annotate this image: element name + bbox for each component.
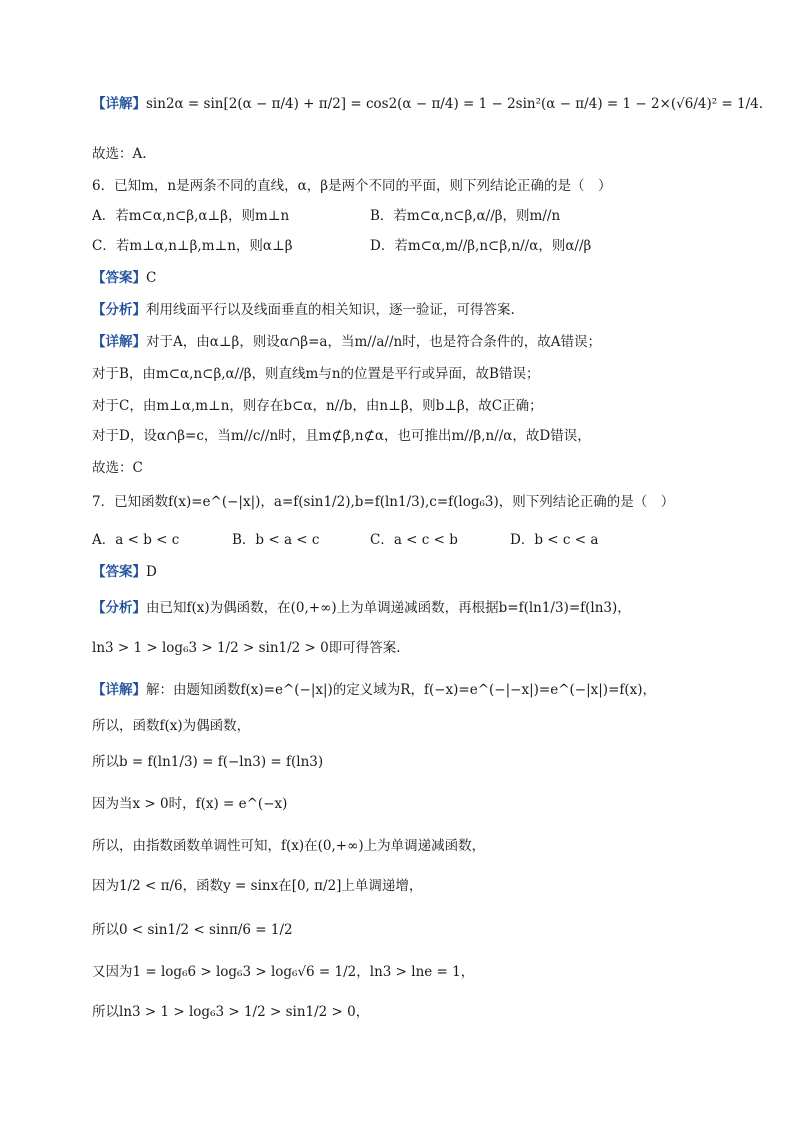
q6-option-a: A．若m⊂α,n⊂β,α⊥β，则m⊥n — [92, 208, 290, 224]
section-tag: 【详解】 — [92, 682, 146, 698]
section-tag: 【详解】 — [92, 96, 146, 112]
q7-detail-positive: 因为当x > 0时，f(x) = e^(−x) — [92, 796, 288, 812]
q6-choice: 故选：C — [92, 460, 143, 476]
section-text: 解：由题知函数f(x)=e^(−|x|)的定义域为R，f(−x)=e^(−|−x|)=e^(−|x|)=f(x)， — [146, 682, 657, 698]
q6-option-b: B．若m⊂α,n⊂β,α//β，则m//n — [370, 208, 561, 224]
section-tag: 【详解】 — [92, 334, 146, 350]
question-7: 7．已知函数f(x)=e^(−|x|)，a=f(sin1/2),b=f(ln1/3),c=f(log₆3)，则下列结论正确的是（ ） — [92, 494, 675, 510]
q7-detail-bound: 所以0 < sin1/2 < sinπ/6 = 1/2 — [92, 922, 293, 938]
section-tag: 【答案】 — [92, 270, 146, 286]
q7-analysis-cont: ln3 > 1 > log₆3 > 1/2 > sin1/2 > 0即可得答案. — [92, 640, 401, 656]
q7-detail-even: 所以，函数f(x)为偶函数， — [92, 718, 251, 734]
section-text: 利用线面平行以及线面垂直的相关知识，逐一验证，可得答案. — [146, 302, 515, 318]
q7-detail-monotone: 所以，由指数函数单调性可知，f(x)在(0,+∞)上为单调递减函数， — [92, 838, 486, 854]
q7-option-c: C．a < c < b — [370, 532, 458, 548]
q7-option-d: D．b < c < a — [510, 532, 599, 548]
q7-detail-conclusion: 所以ln3 > 1 > log₆3 > 1/2 > sin1/2 > 0， — [92, 1004, 370, 1020]
q6-detail-d: 对于D，设α∩β=c，当m//c//n时，且m⊄β,n⊄α，也可推出m//β,n//α，故D错误， — [92, 428, 591, 444]
q6-answer — [92, 268, 734, 288]
section-text: 由已知f(x)为偶函数，在(0,+∞)上为单调递减函数，再根据b=f(ln1/3)=f(ln3)， — [146, 600, 631, 616]
q7-option-a: A．a < b < c — [92, 532, 180, 548]
section-text: D — [146, 564, 157, 580]
q7-detail-log: 又因为1 = log₆6 > log₆3 > log₆√6 = 1/2，ln3 > lne = 1， — [92, 964, 475, 980]
section-text: C — [146, 270, 157, 286]
q6-option-d: D．若m⊂α,m//β,n⊂β,n//α，则α//β — [370, 238, 592, 254]
q6-analysis — [92, 300, 734, 320]
q7-detail-intro — [92, 680, 734, 700]
q6-option-c: C．若m⊥α,n⊥β,m⊥n，则α⊥β — [92, 238, 293, 254]
q6-detail-b: 对于B，由m⊂α,n⊂β,α//β，则直线m与n的位置是平行或异面，故B错误； — [92, 366, 540, 382]
q7-analysis — [92, 598, 734, 618]
section-tag: 【分析】 — [92, 600, 146, 616]
q6-detail-c: 对于C，由m⊥α,m⊥n，则存在b⊂α，n//b，由n⊥β，则b⊥β，故C正确； — [92, 398, 543, 414]
question-6: 6．已知m，n是两条不同的直线，α，β是两个不同的平面，则下列结论正确的是（ ） — [92, 178, 612, 194]
q7-detail-b: 所以b = f(ln1/3) = f(−ln3) = f(ln3) — [92, 754, 324, 770]
q7-answer — [92, 562, 734, 582]
q7-detail-sin: 因为1/2 < π/6，函数y = sinx在[0, π/2]上单调递增， — [92, 878, 423, 894]
section-text: sin2α = sin[2(α − π/4) + π/2] = cos2(α − π/4) = 1 − 2sin²(α − π/4) = 1 − 2×(√6/4)² = 1/4. — [146, 96, 764, 112]
detail-line-q5 — [92, 94, 764, 114]
q6-detail-a — [92, 332, 734, 352]
section-tag: 【分析】 — [92, 302, 146, 318]
section-text: 对于A，由α⊥β，则设α∩β=a，当m//a//n时，也是符合条件的，故A错误； — [146, 334, 601, 350]
answer-choice-q5: 故选：A. — [92, 146, 147, 162]
section-tag: 【答案】 — [92, 564, 146, 580]
q7-option-b: B．b < a < c — [232, 532, 320, 548]
